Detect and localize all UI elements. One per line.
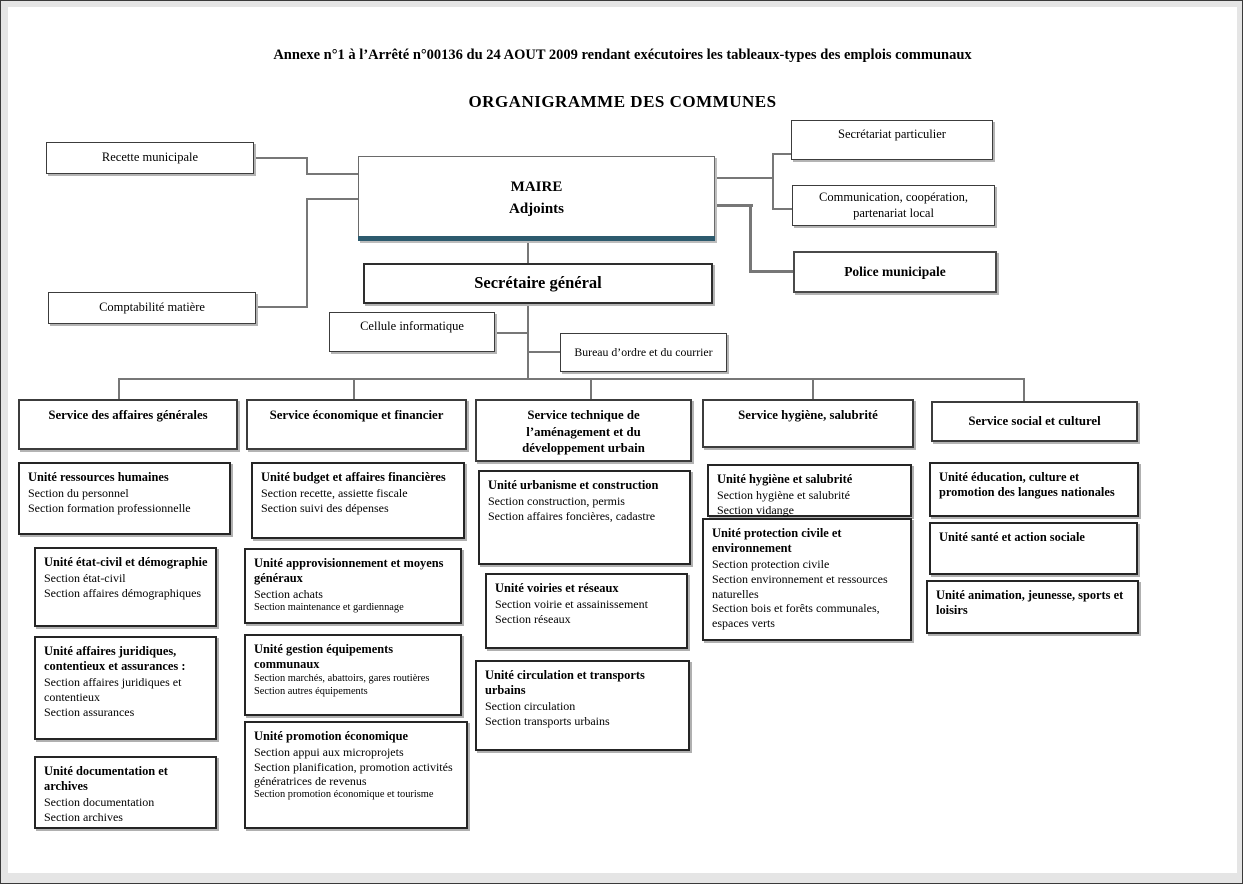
service-header-affaires-generales <box>18 399 238 450</box>
unit-title: Unité documentation et archives <box>44 764 168 794</box>
service-label: Service technique de l’aménagement et du développement urbain <box>522 408 645 456</box>
unit-affaires-juridiques <box>34 636 217 740</box>
box-secretaire-general <box>363 263 713 304</box>
unit-section: Section protection civile <box>712 557 830 572</box>
connector-line <box>306 198 308 308</box>
unit-title: Unité budget et affaires financières <box>261 470 446 484</box>
connector-line <box>306 198 359 200</box>
service-label: Service hygiène, salubrité <box>738 408 878 422</box>
connector-line <box>772 153 774 210</box>
unit-section: Section autres équipements <box>254 685 368 697</box>
service-label: Service économique et financier <box>269 408 444 422</box>
connector-line <box>714 204 753 207</box>
box-label: Cellule informatique <box>360 319 464 333</box>
unit-section: Section transports urbains <box>485 713 610 728</box>
connector-line <box>118 378 1025 380</box>
unit-promotion-economique <box>244 721 468 829</box>
unit-title: Unité voiries et réseaux <box>495 581 619 595</box>
connector-line <box>1023 378 1025 402</box>
unit-section: Section documentation <box>44 795 155 810</box>
unit-section: Section vidange <box>717 502 794 517</box>
box-label: Secrétaire général <box>474 273 602 293</box>
connector-line <box>256 306 308 308</box>
unit-animation-jeunesse-sports <box>926 580 1139 634</box>
unit-title: Unité circulation et transports urbains <box>485 668 645 698</box>
unit-title: Unité santé et action sociale <box>939 530 1085 544</box>
unit-title: Unité gestion équipements communaux <box>254 642 394 672</box>
unit-title: Unité hygiène et salubrité <box>717 472 853 486</box>
unit-title: Unité approvisionnement et moyens généraux <box>254 556 444 586</box>
box-bureau-ordre <box>560 333 727 372</box>
box-label: Police municipale <box>844 263 946 279</box>
unit-ressources-humaines <box>18 462 231 535</box>
unit-section: Section affaires juridiques et contentieux <box>44 675 182 704</box>
unit-circulation-transports <box>475 660 690 751</box>
service-label: Service social et culturel <box>968 414 1101 429</box>
unit-protection-civile-environnement <box>702 518 912 641</box>
unit-approvisionnement-moyens <box>244 548 462 624</box>
unit-section: Section appui aux microprojets <box>254 745 404 760</box>
box-label: Recette municipale <box>101 150 199 165</box>
unit-education-culture-langues <box>929 462 1139 517</box>
document-title: Annexe n°1 à l’Arrêté n°00136 du 24 AOUT 2009 rendant exécutoires les tableaux-types des emplois communaux <box>273 47 972 63</box>
unit-title: Unité promotion économique <box>254 729 408 743</box>
box-police-municipale <box>793 251 997 293</box>
connector-line <box>495 332 529 334</box>
box-comptabilite-matiere <box>48 292 256 324</box>
connector-line <box>590 378 592 400</box>
unit-budget-affaires-financieres <box>251 462 465 539</box>
maire-label: MAIRE <box>510 178 563 195</box>
unit-section: Section maintenance et gardiennage <box>254 601 404 613</box>
connector-line <box>714 177 774 179</box>
connector-line <box>812 378 814 400</box>
unit-voiries-reseaux <box>485 573 688 649</box>
unit-title: Unité animation, jeunesse, sports et loisirs <box>936 588 1124 618</box>
unit-section: Section voirie et assainissement <box>495 597 648 612</box>
unit-section: Section circulation <box>485 699 576 714</box>
unit-section: Section hygiène et salubrité <box>717 488 850 503</box>
connector-line <box>306 173 359 175</box>
unit-section: Section environnement et ressources naturelles <box>712 571 888 601</box>
unit-hygiene-salubrite <box>707 464 912 517</box>
connector-line <box>527 351 562 353</box>
unit-section: Section suivi des dépenses <box>261 500 389 515</box>
unit-section: Section réseaux <box>495 611 571 626</box>
connector-line <box>749 270 794 273</box>
service-header-hygiene-salubrite <box>702 399 914 448</box>
connector-line <box>527 304 529 380</box>
unit-title: Unité protection civile et environnement <box>712 526 842 556</box>
unit-section: Section état-civil <box>44 571 126 586</box>
unit-sante-action-sociale <box>929 522 1138 575</box>
unit-section: Section recette, assiette fiscale <box>261 486 408 501</box>
unit-title: Unité état-civil et démographie <box>44 555 208 569</box>
unit-section: Section assurances <box>44 704 135 719</box>
connector-line <box>118 378 120 400</box>
connector-line <box>527 241 529 264</box>
connector-line <box>254 157 308 159</box>
unit-urbanisme-construction <box>478 470 691 565</box>
unit-section: Section planification, promotion activités génératrices de revenus <box>254 759 453 789</box>
box-label: Secrétariat particulier <box>838 127 946 141</box>
unit-title: Unité ressources humaines <box>28 470 169 484</box>
connector-line <box>749 204 752 273</box>
box-maire-adjoints <box>358 156 715 241</box>
page-title: ORGANIGRAMME DES COMMUNES <box>468 92 777 111</box>
unit-section: Section construction, permis <box>488 494 625 509</box>
unit-title: Unité urbanisme et construction <box>488 478 659 492</box>
service-header-economique-financier <box>246 399 467 450</box>
unit-section: Section achats <box>254 587 323 602</box>
maire-accent-bar <box>358 236 715 241</box>
unit-section: Section affaires foncières, cadastre <box>488 508 656 523</box>
service-header-social-culturel <box>931 401 1138 442</box>
unit-section: Section du personnel <box>28 486 129 501</box>
unit-section: Section archives <box>44 809 123 824</box>
unit-title: Unité affaires juridiques, contentieux et assurances : <box>44 644 186 674</box>
box-label: Bureau d’ordre et du courrier <box>574 345 713 360</box>
unit-section: Section marchés, abattoirs, gares routières <box>254 673 430 685</box>
connector-line <box>353 378 355 400</box>
adjoints-label: Adjoints <box>508 200 564 217</box>
box-recette-municipale <box>46 142 254 174</box>
box-label: Communication, coopération, partenariat local <box>819 189 968 220</box>
unit-title: Unité éducation, culture et promotion des langues nationales <box>939 470 1115 500</box>
unit-etat-civil-demographie <box>34 547 217 627</box>
box-secretariat-particulier <box>791 120 993 160</box>
unit-section: Section promotion économique et tourisme <box>254 789 434 800</box>
box-communication <box>792 185 995 226</box>
box-cellule-informatique <box>329 312 495 352</box>
unit-section: Section bois et forêts communales, espaces verts <box>712 601 880 630</box>
connector-line <box>772 153 792 155</box>
box-label: Comptabilité matière <box>99 300 205 315</box>
connector-line <box>772 208 793 210</box>
unit-gestion-equipements <box>244 634 462 716</box>
unit-section: Section formation professionnelle <box>28 500 191 515</box>
service-header-technique-urbain <box>475 399 692 462</box>
unit-documentation-archives <box>34 756 217 829</box>
service-label: Service des affaires générales <box>48 408 208 422</box>
unit-section: Section affaires démographiques <box>44 585 202 600</box>
